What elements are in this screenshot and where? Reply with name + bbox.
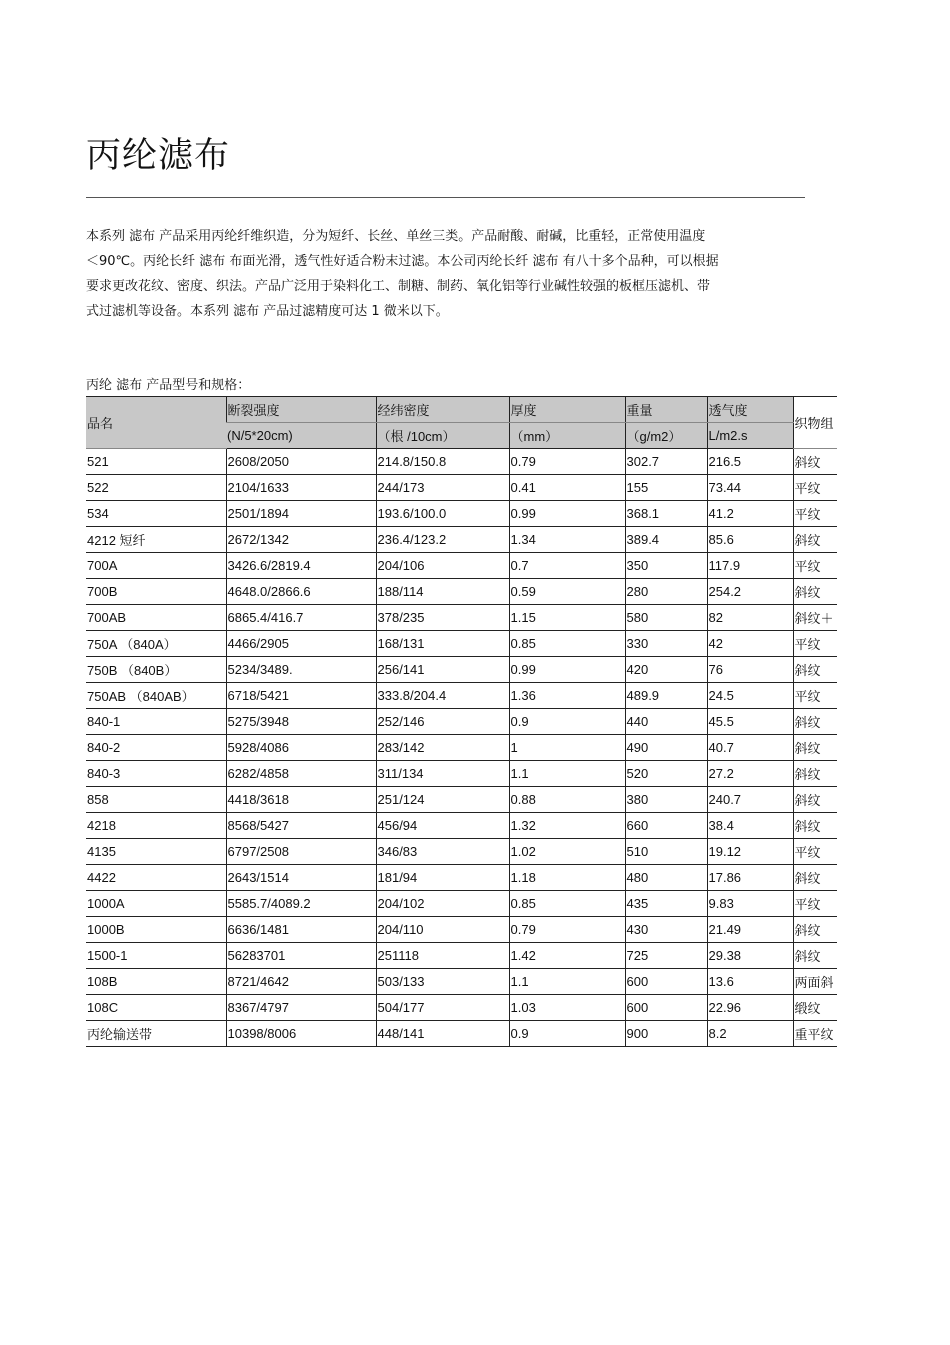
cell-weight: 280 xyxy=(625,579,707,605)
cell-thickness: 1.1 xyxy=(509,969,625,995)
cell-permeability: 21.49 xyxy=(707,917,793,943)
cell-strength: 8367/4797 xyxy=(226,995,376,1021)
table-row xyxy=(86,579,837,605)
cell-weave: 斜纹 xyxy=(793,709,837,735)
cell-thickness: 1.36 xyxy=(509,683,625,709)
cell-weave: 斜纹 xyxy=(793,865,837,891)
cell-weave: 平纹 xyxy=(793,631,837,657)
cell-weave: 缎纹 xyxy=(793,995,837,1021)
cell-weave: 斜纹 xyxy=(793,657,837,683)
table-row xyxy=(86,761,837,787)
cell-thickness: 1.32 xyxy=(509,813,625,839)
cell-weight: 600 xyxy=(625,995,707,1021)
cell-weight: 435 xyxy=(625,891,707,917)
cell-weave: 两面斜 xyxy=(793,969,837,995)
cell-strength: 5585.7/4089.2 xyxy=(226,891,376,917)
cell-weave: 斜纹 xyxy=(793,917,837,943)
cell-thickness: 0.99 xyxy=(509,657,625,683)
table-row xyxy=(86,787,837,813)
intro-line: 要求更改花纹、密度、织法。产品广泛用于染料化工、制糖、制药、氧化铝等行业碱性较强的板框压滤机、带 xyxy=(86,279,711,294)
cell-thickness: 1.03 xyxy=(509,995,625,1021)
cell-weight: 330 xyxy=(625,631,707,657)
col-header-density: 经纬密度 xyxy=(376,397,509,423)
cell-weave: 斜纹 xyxy=(793,527,837,553)
cell-density: 204/102 xyxy=(376,891,509,917)
table-row xyxy=(86,709,837,735)
cell-name: 840-3 xyxy=(86,761,226,787)
cell-strength: 5928/4086 xyxy=(226,735,376,761)
cell-weight: 490 xyxy=(625,735,707,761)
table-row xyxy=(86,501,837,527)
cell-name: 522 xyxy=(86,475,226,501)
unit-thickness: （mm） xyxy=(509,423,625,449)
cell-strength: 6797/2508 xyxy=(226,839,376,865)
cell-weave: 斜纹 xyxy=(793,761,837,787)
unit-permeability: L/m2.s xyxy=(707,423,793,449)
cell-weight: 155 xyxy=(625,475,707,501)
cell-permeability: 240.7 xyxy=(707,787,793,813)
cell-thickness: 1 xyxy=(509,735,625,761)
cell-weave: 斜纹 xyxy=(793,813,837,839)
cell-name: 108C xyxy=(86,995,226,1021)
table-row xyxy=(86,1021,837,1047)
cell-permeability: 85.6 xyxy=(707,527,793,553)
cell-density: 283/142 xyxy=(376,735,509,761)
table-row xyxy=(86,995,837,1021)
cell-permeability: 9.83 xyxy=(707,891,793,917)
cell-permeability: 8.2 xyxy=(707,1021,793,1047)
table-row xyxy=(86,657,837,683)
cell-weight: 420 xyxy=(625,657,707,683)
cell-weave: 平纹 xyxy=(793,475,837,501)
cell-thickness: 1.34 xyxy=(509,527,625,553)
cell-density: 256/141 xyxy=(376,657,509,683)
spec-table xyxy=(86,396,837,1047)
cell-strength: 2104/1633 xyxy=(226,475,376,501)
cell-thickness: 1.18 xyxy=(509,865,625,891)
cell-weave: 重平纹 xyxy=(793,1021,837,1047)
cell-name: 4218 xyxy=(86,813,226,839)
cell-density: 188/114 xyxy=(376,579,509,605)
cell-weave: 斜纹＋ xyxy=(793,605,837,631)
table-row xyxy=(86,917,837,943)
cell-thickness: 0.99 xyxy=(509,501,625,527)
col-header-thickness: 厚度 xyxy=(509,397,625,423)
table-row xyxy=(86,839,837,865)
cell-weight: 900 xyxy=(625,1021,707,1047)
cell-weight: 600 xyxy=(625,969,707,995)
cell-strength: 8721/4642 xyxy=(226,969,376,995)
cell-weight: 430 xyxy=(625,917,707,943)
cell-density: 193.6/100.0 xyxy=(376,501,509,527)
cell-weave: 平纹 xyxy=(793,501,837,527)
unit-strength: (N/5*20cm) xyxy=(226,423,376,449)
table-row xyxy=(86,631,837,657)
table-row xyxy=(86,605,837,631)
cell-density: 251/124 xyxy=(376,787,509,813)
cell-weight: 302.7 xyxy=(625,449,707,475)
cell-weight: 580 xyxy=(625,605,707,631)
cell-density: 168/131 xyxy=(376,631,509,657)
cell-name: 840-2 xyxy=(86,735,226,761)
cell-permeability: 76 xyxy=(707,657,793,683)
cell-permeability: 117.9 xyxy=(707,553,793,579)
cell-density: 456/94 xyxy=(376,813,509,839)
cell-weave: 斜纹 xyxy=(793,787,837,813)
cell-thickness: 1.1 xyxy=(509,761,625,787)
title-divider xyxy=(86,197,805,198)
cell-density: 252/146 xyxy=(376,709,509,735)
cell-thickness: 1.42 xyxy=(509,943,625,969)
cell-name: 840-1 xyxy=(86,709,226,735)
cell-strength: 5275/3948 xyxy=(226,709,376,735)
cell-density: 251118 xyxy=(376,943,509,969)
unit-weight: （g/m2） xyxy=(625,423,707,449)
cell-weight: 480 xyxy=(625,865,707,891)
cell-permeability: 13.6 xyxy=(707,969,793,995)
cell-weight: 510 xyxy=(625,839,707,865)
cell-permeability: 41.2 xyxy=(707,501,793,527)
cell-strength: 6636/1481 xyxy=(226,917,376,943)
cell-name: 534 xyxy=(86,501,226,527)
cell-permeability: 42 xyxy=(707,631,793,657)
cell-name: 700B xyxy=(86,579,226,605)
cell-name: 4135 xyxy=(86,839,226,865)
cell-permeability: 254.2 xyxy=(707,579,793,605)
cell-thickness: 0.9 xyxy=(509,709,625,735)
cell-name: 4212 短纤 xyxy=(86,527,226,553)
cell-thickness: 0.41 xyxy=(509,475,625,501)
cell-name: 858 xyxy=(86,787,226,813)
cell-strength: 2608/2050 xyxy=(226,449,376,475)
unit-density: （根 /10cm） xyxy=(376,423,509,449)
cell-name: 108B xyxy=(86,969,226,995)
cell-weave: 斜纹 xyxy=(793,449,837,475)
col-header-name: 品名 xyxy=(86,397,226,449)
table-row xyxy=(86,553,837,579)
cell-strength: 56283701 xyxy=(226,943,376,969)
cell-permeability: 82 xyxy=(707,605,793,631)
page-title: 丙纶滤布 xyxy=(86,136,231,176)
cell-density: 378/235 xyxy=(376,605,509,631)
cell-density: 204/106 xyxy=(376,553,509,579)
cell-density: 504/177 xyxy=(376,995,509,1021)
intro-paragraph xyxy=(86,224,801,324)
cell-weight: 350 xyxy=(625,553,707,579)
cell-strength: 6865.4/416.7 xyxy=(226,605,376,631)
cell-permeability: 216.5 xyxy=(707,449,793,475)
cell-name: 700AB xyxy=(86,605,226,631)
cell-weave: 平纹 xyxy=(793,839,837,865)
cell-weight: 440 xyxy=(625,709,707,735)
cell-name: 521 xyxy=(86,449,226,475)
cell-name: 1000B xyxy=(86,917,226,943)
cell-permeability: 45.5 xyxy=(707,709,793,735)
cell-strength: 6282/4858 xyxy=(226,761,376,787)
table-caption: 丙纶 滤布 产品型号和规格： xyxy=(86,378,251,393)
cell-thickness: 0.85 xyxy=(509,891,625,917)
cell-weave: 斜纹 xyxy=(793,579,837,605)
intro-line: ＜90℃。丙纶长纤 滤布 布面光滑，透气性好适合粉末过滤。本公司丙纶长纤 滤布 有八十多个品种，可以根据 xyxy=(86,254,719,269)
table-row xyxy=(86,475,837,501)
cell-weight: 489.9 xyxy=(625,683,707,709)
col-header-weight: 重量 xyxy=(625,397,707,423)
cell-weight: 660 xyxy=(625,813,707,839)
cell-permeability: 40.7 xyxy=(707,735,793,761)
cell-strength: 4648.0/2866.6 xyxy=(226,579,376,605)
table-row xyxy=(86,943,837,969)
cell-strength: 5234/3489. xyxy=(226,657,376,683)
cell-thickness: 0.79 xyxy=(509,449,625,475)
table-body xyxy=(86,449,837,1047)
cell-density: 346/83 xyxy=(376,839,509,865)
cell-density: 204/110 xyxy=(376,917,509,943)
table-header-row xyxy=(86,397,837,423)
cell-density: 503/133 xyxy=(376,969,509,995)
col-header-strength: 断裂强度 xyxy=(226,397,376,423)
table-row xyxy=(86,527,837,553)
cell-strength: 2501/1894 xyxy=(226,501,376,527)
cell-weave: 平纹 xyxy=(793,553,837,579)
intro-line: 本系列 滤布 产品采用丙纶纤维织造，分为短纤、长丝、单丝三类。产品耐酸、耐碱，比重轻，正常使用温度 xyxy=(86,229,706,244)
cell-thickness: 0.79 xyxy=(509,917,625,943)
cell-name: 750B （840B） xyxy=(86,657,226,683)
cell-density: 214.8/150.8 xyxy=(376,449,509,475)
cell-name: 700A xyxy=(86,553,226,579)
cell-strength: 3426.6/2819.4 xyxy=(226,553,376,579)
cell-weight: 725 xyxy=(625,943,707,969)
cell-weight: 368.1 xyxy=(625,501,707,527)
cell-density: 333.8/204.4 xyxy=(376,683,509,709)
cell-strength: 2643/1514 xyxy=(226,865,376,891)
cell-weight: 389.4 xyxy=(625,527,707,553)
col-header-permeability: 透气度 xyxy=(707,397,793,423)
cell-permeability: 29.38 xyxy=(707,943,793,969)
cell-permeability: 22.96 xyxy=(707,995,793,1021)
cell-name: 750A （840A） xyxy=(86,631,226,657)
cell-density: 236.4/123.2 xyxy=(376,527,509,553)
table-row xyxy=(86,735,837,761)
col-header-weave: 织物组 xyxy=(793,397,837,449)
cell-strength: 4418/3618 xyxy=(226,787,376,813)
cell-weight: 520 xyxy=(625,761,707,787)
cell-permeability: 24.5 xyxy=(707,683,793,709)
cell-density: 448/141 xyxy=(376,1021,509,1047)
cell-strength: 2672/1342 xyxy=(226,527,376,553)
cell-thickness: 0.85 xyxy=(509,631,625,657)
cell-density: 244/173 xyxy=(376,475,509,501)
table-row xyxy=(86,683,837,709)
cell-permeability: 73.44 xyxy=(707,475,793,501)
cell-name: 4422 xyxy=(86,865,226,891)
table-row xyxy=(86,813,837,839)
intro-line: 式过滤机等设备。本系列 滤布 产品过滤精度可达 1 微米以下。 xyxy=(86,304,449,319)
cell-thickness: 0.7 xyxy=(509,553,625,579)
cell-strength: 10398/8006 xyxy=(226,1021,376,1047)
cell-weight: 380 xyxy=(625,787,707,813)
table-row xyxy=(86,449,837,475)
cell-strength: 4466/2905 xyxy=(226,631,376,657)
cell-thickness: 1.02 xyxy=(509,839,625,865)
cell-strength: 8568/5427 xyxy=(226,813,376,839)
cell-permeability: 17.86 xyxy=(707,865,793,891)
cell-permeability: 19.12 xyxy=(707,839,793,865)
cell-thickness: 0.59 xyxy=(509,579,625,605)
cell-density: 181/94 xyxy=(376,865,509,891)
cell-strength: 6718/5421 xyxy=(226,683,376,709)
cell-permeability: 38.4 xyxy=(707,813,793,839)
cell-name: 1500-1 xyxy=(86,943,226,969)
cell-name: 1000A xyxy=(86,891,226,917)
cell-thickness: 0.9 xyxy=(509,1021,625,1047)
cell-name: 750AB （840AB） xyxy=(86,683,226,709)
cell-thickness: 1.15 xyxy=(509,605,625,631)
cell-thickness: 0.88 xyxy=(509,787,625,813)
table-row xyxy=(86,865,837,891)
table-row xyxy=(86,969,837,995)
cell-weave: 平纹 xyxy=(793,891,837,917)
cell-name: 丙纶输送带 xyxy=(86,1021,226,1047)
cell-weave: 斜纹 xyxy=(793,943,837,969)
cell-weave: 斜纹 xyxy=(793,735,837,761)
cell-density: 311/134 xyxy=(376,761,509,787)
cell-permeability: 27.2 xyxy=(707,761,793,787)
cell-weave: 平纹 xyxy=(793,683,837,709)
table-row xyxy=(86,891,837,917)
